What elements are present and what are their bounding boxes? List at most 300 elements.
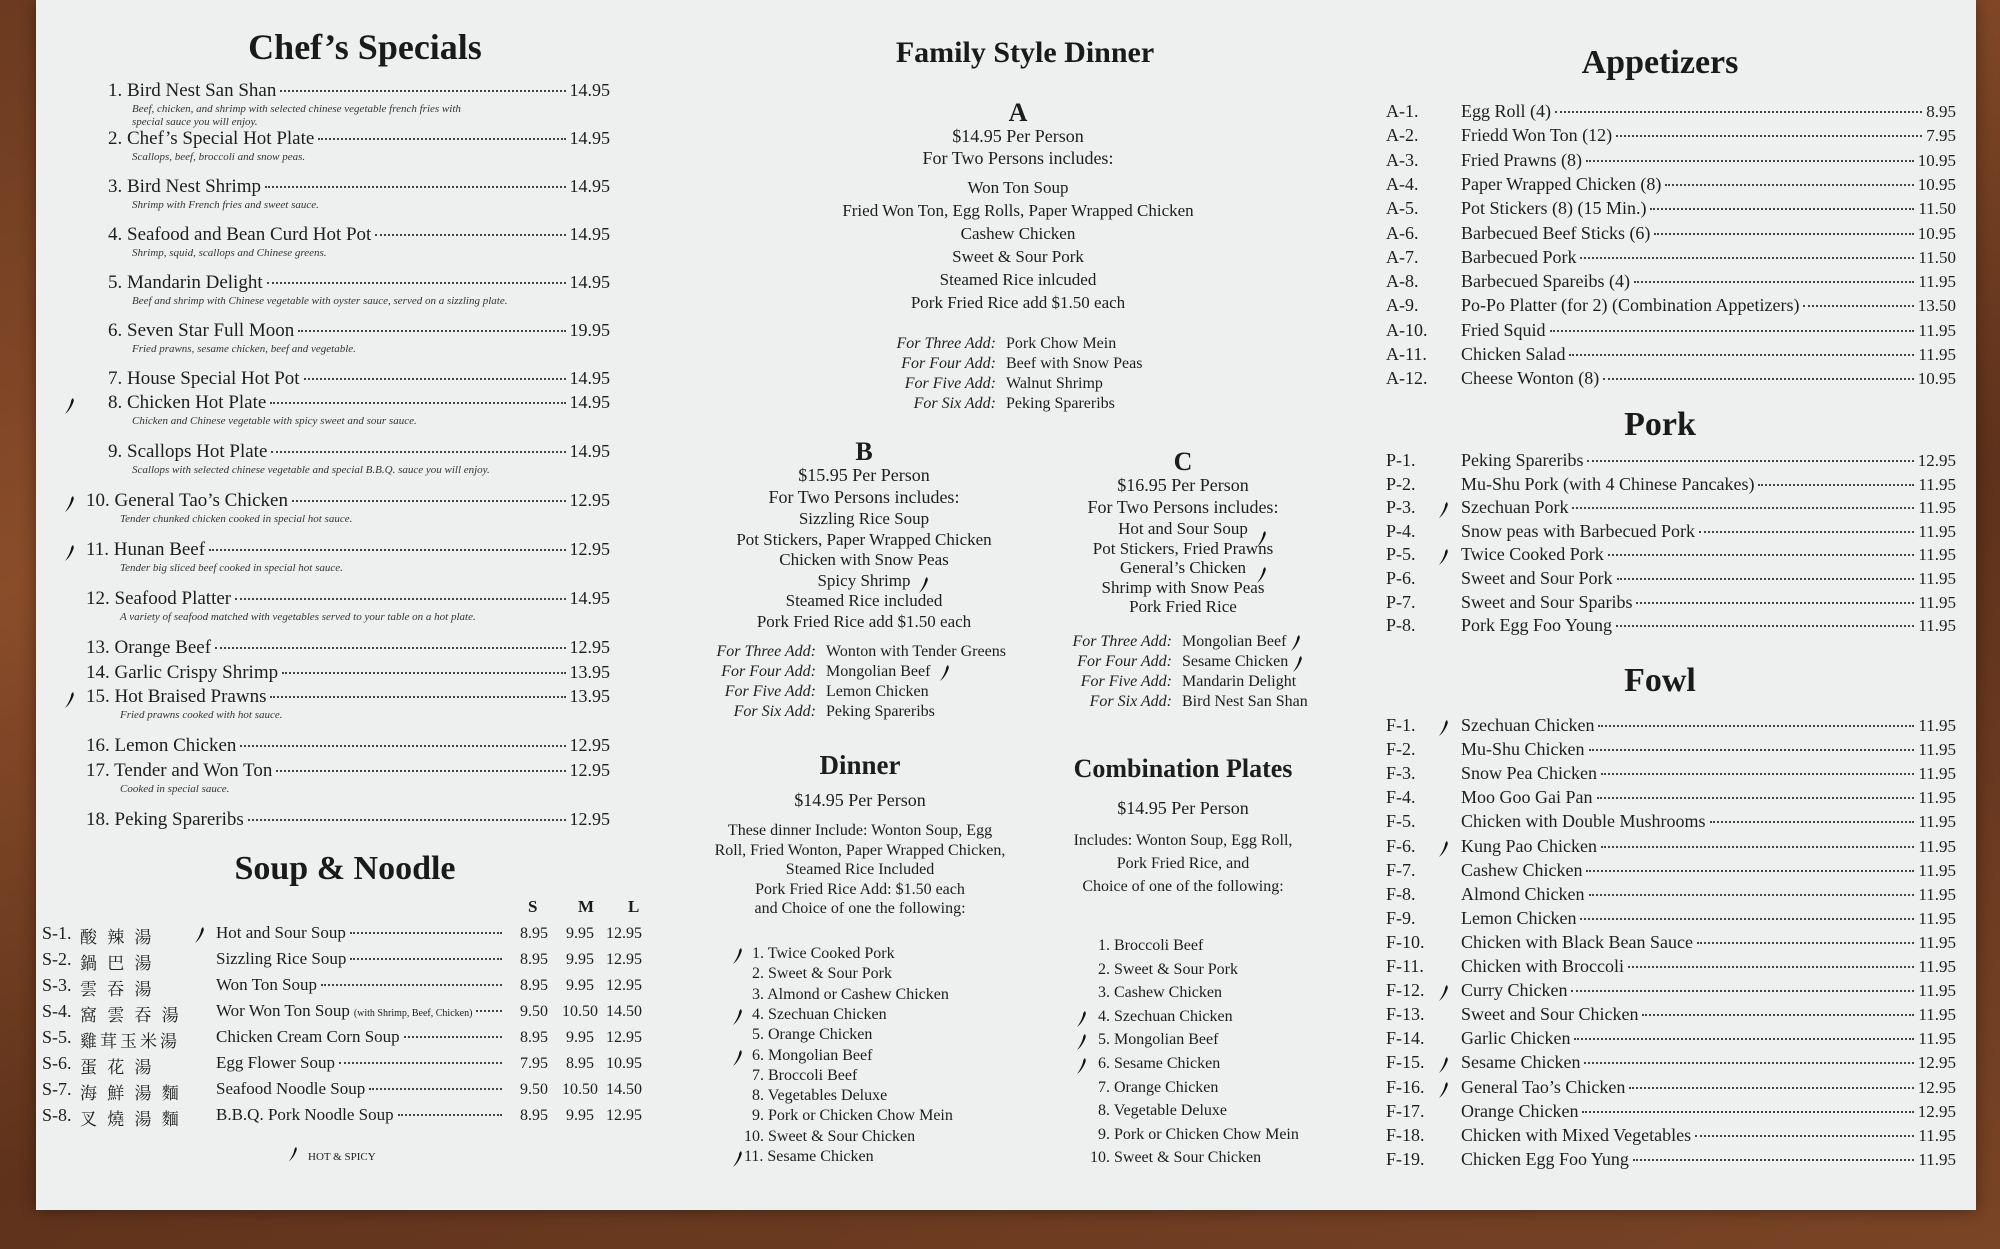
family-a-line: Won Ton Soup bbox=[967, 178, 1069, 197]
item-name: Chicken Cream Corn Soup bbox=[216, 1027, 400, 1046]
soup-price-s: 8.95 bbox=[520, 1107, 548, 1124]
soup-item bbox=[216, 1053, 506, 1073]
item-code: P-1. bbox=[1386, 450, 1416, 470]
item-name: 4. Seafood and Bean Curd Hot Pot bbox=[108, 224, 372, 245]
item-code: A-9. bbox=[1386, 295, 1419, 316]
item-code: P-7. bbox=[1386, 591, 1416, 612]
appetizers-item bbox=[1461, 320, 1956, 341]
chefs-special-item bbox=[108, 128, 610, 150]
add-item: Pork Chow Mein bbox=[1006, 335, 1117, 352]
dinner-choice: 2. Sweet & Sour Pork bbox=[752, 965, 892, 983]
dot-leader bbox=[404, 1036, 502, 1038]
hot-pepper-icon bbox=[194, 926, 206, 944]
family-b-line: Pot Stickers, Paper Wrapped Chicken bbox=[736, 529, 992, 549]
item-name: Won Ton Soup bbox=[216, 975, 318, 994]
dot-leader bbox=[304, 378, 566, 380]
appetizers-item bbox=[1461, 150, 1956, 171]
dot-leader bbox=[1589, 894, 1915, 896]
dinner-choice: 8. Vegetables Deluxe bbox=[752, 1087, 888, 1105]
dinner-choice: 9. Pork or Chicken Chow Mein bbox=[752, 1107, 953, 1125]
item-code: A-7. bbox=[1386, 246, 1419, 267]
appetizers-item bbox=[1461, 344, 1956, 365]
fowl-item bbox=[1461, 836, 1956, 857]
item-name: Egg Flower Soup bbox=[216, 1053, 335, 1072]
item-code: F-13. bbox=[1386, 1004, 1425, 1025]
add-item: Peking Spareribs bbox=[826, 703, 935, 720]
dot-leader bbox=[375, 234, 565, 236]
item-name: Friedd Won Ton (12) bbox=[1461, 125, 1613, 146]
item-code: P-6. bbox=[1386, 568, 1416, 588]
soup-price-m: 9.95 bbox=[566, 951, 594, 968]
item-name: 16. Lemon Chicken bbox=[86, 735, 237, 756]
hot-pepper-icon bbox=[1290, 634, 1302, 652]
dot-leader bbox=[350, 958, 502, 960]
combo-intro-line: Pork Fried Rice, and bbox=[1116, 855, 1250, 872]
add-label: For Three Add: bbox=[896, 335, 996, 352]
dot-leader bbox=[1584, 1062, 1913, 1064]
item-description: Cooked in special sauce. bbox=[120, 783, 230, 795]
dot-leader bbox=[369, 1088, 502, 1090]
item-code: P-8. bbox=[1386, 615, 1416, 636]
family-c-line: Shrimp with Snow Peas bbox=[1101, 577, 1265, 597]
hot-pepper-icon bbox=[732, 1008, 744, 1026]
family-b-line: Chicken with Snow Peas bbox=[779, 550, 949, 569]
add-label: For Six Add: bbox=[1089, 693, 1172, 710]
item-name: 6. Seven Star Full Moon bbox=[108, 320, 295, 341]
item-price: 11.95 bbox=[1918, 836, 1956, 856]
item-name: Snow peas with Barbecued Pork bbox=[1461, 520, 1695, 541]
section-title-soup-noodle: Soup & Noodle bbox=[234, 850, 456, 887]
item-name: B.B.Q. Pork Noodle Soup bbox=[216, 1105, 394, 1124]
menu-sheet bbox=[36, 0, 1976, 1210]
soup-code: S-4. bbox=[42, 1001, 72, 1021]
soup-price-l: 12.95 bbox=[606, 977, 642, 994]
fowl-item bbox=[1461, 980, 1956, 1001]
item-description: Shrimp with French fries and sweet sauce. bbox=[132, 199, 319, 211]
item-code: P-5. bbox=[1386, 544, 1416, 565]
soup-item bbox=[216, 1027, 506, 1047]
item-code: F-8. bbox=[1386, 883, 1416, 904]
item-name: Sweet and Sour Sparibs bbox=[1461, 591, 1633, 612]
family-a-line: Sweet & Sour Pork bbox=[952, 247, 1084, 266]
item-price: 11.95 bbox=[1918, 569, 1956, 588]
dot-leader bbox=[1633, 1159, 1915, 1161]
item-name: 2. Chef’s Special Hot Plate bbox=[108, 128, 315, 149]
hot-pepper-icon bbox=[1256, 566, 1268, 584]
item-name: Barbecued Beef Sticks (6) bbox=[1461, 222, 1651, 243]
dot-leader bbox=[1571, 990, 1914, 992]
dot-leader bbox=[321, 984, 502, 986]
item-code: F-7. bbox=[1386, 859, 1416, 880]
combo-choice: 2. Sweet & Sour Pork bbox=[1098, 960, 1238, 978]
add-label: For Five Add: bbox=[1080, 673, 1172, 690]
soup-price-l: 14.50 bbox=[606, 1081, 642, 1098]
soup-chinese-name: 叉 燒 湯 麵 bbox=[80, 1110, 182, 1129]
item-price: 11.50 bbox=[1918, 247, 1956, 267]
item-code: A-6. bbox=[1386, 222, 1419, 243]
dot-leader bbox=[1758, 484, 1914, 486]
soup-price-l: 14.50 bbox=[606, 1003, 642, 1020]
family-b-letter: B bbox=[855, 437, 873, 466]
dot-leader bbox=[1587, 460, 1913, 462]
add-item: Sesame Chicken bbox=[1182, 653, 1289, 670]
dot-leader bbox=[1598, 725, 1914, 727]
dot-leader bbox=[1550, 330, 1915, 332]
dinner-intro-line: Pork Fried Rice Add: $1.50 each bbox=[755, 880, 965, 898]
item-price: 12.95 bbox=[569, 637, 610, 657]
add-label: For Six Add: bbox=[913, 395, 996, 412]
soup-item bbox=[216, 1001, 506, 1021]
appetizers-item bbox=[1461, 174, 1956, 195]
section-title-combination-plates: Combination Plates bbox=[1073, 754, 1293, 783]
section-title-chefs-specials: Chef’s Specials bbox=[248, 27, 482, 67]
soup-item bbox=[216, 1079, 506, 1099]
add-item: Bird Nest San Shan bbox=[1182, 693, 1308, 710]
combo-choice: 5. Mongolian Beef bbox=[1098, 1031, 1219, 1049]
section-title-appetizers: Appetizers bbox=[1581, 44, 1739, 81]
family-c-line: Pork Fried Rice bbox=[1129, 597, 1237, 616]
family-b-line: Sizzling Rice Soup bbox=[798, 509, 930, 528]
family-a-line: Steamed Rice inlcuded bbox=[939, 270, 1097, 289]
item-name: Cashew Chicken bbox=[1461, 859, 1583, 880]
item-name: Sweet and Sour Pork bbox=[1461, 568, 1613, 588]
item-code: F-14. bbox=[1386, 1028, 1425, 1049]
dot-leader bbox=[1650, 208, 1914, 210]
item-code: F-10. bbox=[1386, 931, 1425, 952]
item-code: F-16. bbox=[1386, 1076, 1425, 1097]
add-label: For Three Add: bbox=[1072, 633, 1172, 650]
item-price: 14.95 bbox=[569, 128, 610, 148]
combo-choice: 6. Sesame Chicken bbox=[1098, 1055, 1221, 1072]
dot-leader bbox=[398, 1114, 502, 1116]
soup-price-s: 7.95 bbox=[520, 1055, 548, 1072]
item-name: 13. Orange Beef bbox=[86, 637, 212, 658]
section-title-family-style: Family Style Dinner bbox=[895, 36, 1155, 69]
add-item: Mongolian Beef bbox=[1182, 633, 1287, 650]
combo-choice: 10. Sweet & Sour Chicken bbox=[1090, 1149, 1262, 1167]
fowl-item bbox=[1461, 739, 1956, 760]
combo-choice: 3. Cashew Chicken bbox=[1098, 984, 1222, 1002]
add-label: For Three Add: bbox=[716, 643, 816, 660]
item-code: F-11. bbox=[1386, 956, 1424, 976]
item-note: (with Shrimp, Beef, Chicken) bbox=[353, 1008, 473, 1019]
hot-pepper-icon bbox=[1076, 1033, 1088, 1051]
item-price: 14.95 bbox=[569, 176, 610, 196]
dot-leader bbox=[292, 500, 566, 502]
item-price: 12.95 bbox=[569, 809, 610, 829]
soup-price-s: 8.95 bbox=[520, 1029, 548, 1046]
appetizers-item bbox=[1461, 295, 1956, 316]
item-price: 11.95 bbox=[1918, 1149, 1956, 1169]
item-name: 8. Chicken Hot Plate bbox=[108, 392, 267, 413]
item-price: 12.95 bbox=[1917, 1053, 1956, 1073]
item-price: 11.95 bbox=[1918, 740, 1956, 760]
dot-leader bbox=[339, 1062, 502, 1064]
hot-pepper-icon bbox=[918, 576, 930, 594]
dot-leader bbox=[318, 138, 565, 140]
item-price: 11.95 bbox=[1918, 716, 1956, 735]
item-price: 7.95 bbox=[1926, 126, 1956, 146]
item-price: 14.95 bbox=[569, 588, 610, 608]
item-name: Chicken with Mixed Vegetables bbox=[1461, 1124, 1692, 1145]
soup-price-s: 9.50 bbox=[520, 1003, 548, 1020]
combo-intro-line: Choice of one of the following: bbox=[1082, 878, 1284, 895]
add-label: For Four Add: bbox=[721, 663, 816, 680]
item-name: Sweet and Sour Chicken bbox=[1461, 1004, 1639, 1025]
combo-choice: 9. Pork or Chicken Chow Mein bbox=[1098, 1125, 1299, 1143]
item-name: Peking Spareribs bbox=[1461, 450, 1584, 470]
item-price: 10.95 bbox=[1917, 223, 1956, 243]
item-code: A-12. bbox=[1386, 368, 1428, 389]
item-name: Mu-Shu Chicken bbox=[1461, 739, 1585, 760]
soup-code: S-6. bbox=[42, 1053, 72, 1073]
item-price: 11.95 bbox=[1918, 1005, 1956, 1025]
hot-pepper-icon bbox=[64, 544, 76, 562]
chefs-special-item bbox=[86, 809, 610, 831]
pork-item bbox=[1461, 592, 1956, 613]
dot-leader bbox=[1642, 1014, 1914, 1016]
fowl-item bbox=[1461, 1004, 1956, 1025]
soup-chinese-name: 窩 雲 吞 湯 bbox=[80, 1006, 182, 1025]
size-header: L bbox=[628, 897, 640, 916]
item-code: F-9. bbox=[1386, 907, 1416, 928]
soup-price-s: 9.50 bbox=[520, 1081, 548, 1098]
dot-leader bbox=[1636, 602, 1914, 604]
item-price: 12.95 bbox=[569, 735, 610, 755]
add-item: Wonton with Tender Greens bbox=[826, 643, 1006, 660]
dinner-intro-line: Roll, Fried Wonton, Paper Wrapped Chicken, bbox=[714, 841, 1006, 859]
family-c-line: Hot and Sour Soup bbox=[1118, 519, 1248, 538]
item-name: 5. Mandarin Delight bbox=[108, 272, 263, 293]
item-price: 19.95 bbox=[569, 320, 610, 340]
item-code: A-8. bbox=[1386, 271, 1419, 292]
soup-price-m: 8.95 bbox=[566, 1055, 594, 1072]
item-price: 11.95 bbox=[1918, 1029, 1956, 1049]
item-code: A-1. bbox=[1386, 101, 1419, 121]
item-code: F-19. bbox=[1386, 1148, 1425, 1169]
item-code: F-2. bbox=[1386, 739, 1416, 760]
fowl-item bbox=[1461, 1149, 1956, 1170]
dinner-intro-line: These dinner Include: Wonton Soup, Egg bbox=[727, 822, 993, 839]
item-name: 11. Hunan Beef bbox=[86, 539, 206, 560]
item-price: 11.95 bbox=[1918, 1125, 1956, 1145]
dot-leader bbox=[298, 330, 565, 332]
item-name: Orange Chicken bbox=[1461, 1100, 1579, 1121]
family-a-intro: For Two Persons includes: bbox=[922, 148, 1114, 168]
item-name: 18. Peking Spareribs bbox=[86, 809, 244, 830]
item-description: Scallops, beef, broccoli and snow peas. bbox=[132, 151, 306, 163]
dot-leader bbox=[476, 1010, 502, 1012]
appetizers-item bbox=[1461, 101, 1956, 122]
dot-leader bbox=[1601, 773, 1914, 775]
hot-pepper-icon bbox=[732, 1049, 744, 1067]
item-description: Scallops with selected chinese vegetable and special B.B.Q. sauce you will enjoy. bbox=[132, 464, 490, 476]
soup-code: S-5. bbox=[42, 1027, 72, 1047]
item-name: Egg Roll (4) bbox=[1461, 101, 1551, 121]
item-price: 14.95 bbox=[569, 392, 610, 412]
hot-pepper-icon bbox=[64, 691, 76, 709]
item-name: 1. Bird Nest San Shan bbox=[108, 80, 277, 101]
soup-price-s: 8.95 bbox=[520, 977, 548, 994]
dinner-choice: 7. Broccoli Beef bbox=[752, 1066, 858, 1084]
add-label: For Five Add: bbox=[724, 683, 816, 700]
item-name: Fried Squid bbox=[1461, 319, 1546, 340]
combo-choice: 7. Orange Chicken bbox=[1098, 1078, 1219, 1096]
family-c-line: Pot Stickers, Fried Prawns bbox=[1092, 538, 1274, 558]
item-name: Curry Chicken bbox=[1461, 980, 1568, 1001]
item-name: Kung Pao Chicken bbox=[1461, 835, 1597, 856]
item-code: P-3. bbox=[1386, 497, 1416, 518]
item-name: Fried Prawns (8) bbox=[1461, 149, 1582, 170]
pork-item bbox=[1461, 568, 1956, 589]
item-price: 11.95 bbox=[1918, 788, 1956, 808]
dot-leader bbox=[1699, 531, 1914, 533]
dot-leader bbox=[1695, 1135, 1914, 1137]
item-name: 7. House Special Hot Pot bbox=[108, 368, 300, 389]
soup-chinese-name: 海 鮮 湯 麵 bbox=[80, 1084, 182, 1103]
item-code: F-6. bbox=[1386, 835, 1416, 856]
item-code: F-5. bbox=[1386, 811, 1416, 832]
dot-leader bbox=[1710, 821, 1915, 823]
item-price: 11.95 bbox=[1918, 272, 1956, 292]
chefs-special-item bbox=[108, 224, 610, 246]
item-code: A-2. bbox=[1386, 125, 1419, 146]
add-item: Mandarin Delight bbox=[1182, 673, 1297, 690]
dot-leader bbox=[209, 549, 565, 551]
soup-chinese-name: 蛋 花 湯 bbox=[80, 1058, 155, 1077]
item-name: 12. Seafood Platter bbox=[86, 588, 232, 609]
item-name: Chicken with Double Mushrooms bbox=[1461, 811, 1706, 832]
dinner-choice: 1. Twice Cooked Pork bbox=[752, 945, 895, 962]
combo-choice: 4. Szechuan Chicken bbox=[1098, 1007, 1233, 1025]
chefs-special-item bbox=[108, 272, 610, 294]
dot-leader bbox=[270, 696, 565, 698]
item-code: P-4. bbox=[1386, 520, 1416, 541]
dot-leader bbox=[1697, 942, 1914, 944]
dot-leader bbox=[1580, 918, 1914, 920]
item-price: 12.95 bbox=[569, 490, 610, 510]
item-description: Beef and shrimp with Chinese vegetable with oyster sauce, served on a sizzling plate. bbox=[132, 295, 508, 307]
add-label: For Six Add: bbox=[733, 703, 816, 720]
family-b-line: Pork Fried Rice add $1.50 each bbox=[756, 611, 972, 631]
dot-leader bbox=[1616, 625, 1914, 627]
item-name: Chicken with Black Bean Sauce bbox=[1461, 931, 1693, 952]
dinner-choice: 4. Szechuan Chicken bbox=[752, 1005, 887, 1023]
soup-item bbox=[216, 923, 506, 943]
add-item: Beef with Snow Peas bbox=[1006, 355, 1143, 372]
item-name: 17. Tender and Won Ton bbox=[86, 760, 273, 781]
dot-leader bbox=[271, 451, 565, 453]
dot-leader bbox=[1601, 846, 1914, 848]
chefs-special-item bbox=[108, 441, 610, 463]
family-b-price: $15.95 Per Person bbox=[798, 465, 930, 485]
family-a-line: Fried Won Ton, Egg Rolls, Paper Wrapped Chicken bbox=[842, 201, 1194, 220]
item-name: Mu-Shu Pork (with 4 Chinese Pancakes) bbox=[1461, 473, 1755, 494]
dot-leader bbox=[282, 672, 565, 674]
hot-pepper-icon bbox=[1292, 655, 1304, 673]
chefs-special-item bbox=[86, 760, 610, 782]
item-price: 14.95 bbox=[569, 272, 610, 292]
soup-price-s: 8.95 bbox=[520, 925, 548, 942]
pork-item bbox=[1461, 615, 1956, 636]
appetizers-item bbox=[1461, 223, 1956, 244]
section-title-dinner: Dinner bbox=[819, 750, 901, 780]
dot-leader bbox=[215, 647, 565, 649]
item-price: 11.95 bbox=[1918, 616, 1956, 636]
item-name: 10. General Tao’s Chicken bbox=[86, 490, 288, 511]
hot-pepper-icon bbox=[1256, 530, 1268, 548]
item-name: Pot Stickers (8) (15 Min.) bbox=[1461, 198, 1647, 219]
size-header: M bbox=[578, 897, 595, 916]
family-a-line: Pork Fried Rice add $1.50 each bbox=[910, 293, 1126, 312]
dinner-intro-line: Steamed Rice Included bbox=[785, 861, 935, 878]
fowl-item bbox=[1461, 1101, 1956, 1122]
add-item: Mongolian Beef bbox=[826, 663, 931, 680]
pork-item bbox=[1461, 521, 1956, 542]
appetizers-item bbox=[1461, 125, 1956, 146]
chefs-special-item bbox=[86, 637, 610, 659]
fowl-item bbox=[1461, 715, 1956, 736]
soup-price-l: 12.95 bbox=[606, 1107, 642, 1124]
dot-leader bbox=[267, 282, 566, 284]
soup-price-m: 9.95 bbox=[566, 925, 594, 942]
family-b-line: Spicy Shrimp bbox=[817, 570, 911, 590]
chefs-special-item bbox=[86, 490, 610, 512]
item-code: A-3. bbox=[1386, 149, 1419, 170]
family-a-price: $14.95 Per Person bbox=[952, 126, 1084, 146]
item-name: Moo Goo Gai Pan bbox=[1461, 787, 1593, 808]
soup-price-l: 12.95 bbox=[606, 951, 642, 968]
item-name: Paper Wrapped Chicken (8) bbox=[1461, 173, 1662, 194]
pork-item bbox=[1461, 544, 1956, 565]
item-code: F-18. bbox=[1386, 1124, 1425, 1145]
hot-pepper-icon bbox=[732, 1150, 744, 1168]
dot-leader bbox=[1629, 1087, 1913, 1089]
item-name: Twice Cooked Pork bbox=[1461, 544, 1604, 565]
fowl-item bbox=[1461, 787, 1956, 808]
add-item: Peking Spareribs bbox=[1006, 395, 1115, 412]
item-name: Snow Pea Chicken bbox=[1461, 763, 1597, 784]
item-code: A-5. bbox=[1386, 198, 1419, 219]
item-price: 11.95 bbox=[1918, 884, 1956, 904]
dot-leader bbox=[1574, 1038, 1914, 1040]
dot-leader bbox=[280, 90, 565, 92]
item-description: Shrimp, squid, scallops and Chinese greens. bbox=[132, 247, 327, 259]
item-price: 13.95 bbox=[569, 686, 610, 706]
item-name: Pork Egg Foo Young bbox=[1461, 615, 1613, 636]
item-price: 11.95 bbox=[1918, 764, 1956, 784]
dot-leader bbox=[265, 186, 565, 188]
item-description: Tender big sliced beef cooked in special hot sauce. bbox=[120, 562, 343, 574]
fowl-item bbox=[1461, 1028, 1956, 1049]
soup-code: S-8. bbox=[42, 1105, 72, 1125]
fowl-item bbox=[1461, 908, 1956, 929]
item-name: Almond Chicken bbox=[1461, 883, 1585, 904]
family-c-intro: For Two Persons includes: bbox=[1087, 497, 1279, 517]
chefs-special-item bbox=[86, 662, 610, 684]
item-price: 11.95 bbox=[1918, 908, 1956, 928]
item-price: 10.95 bbox=[1917, 150, 1956, 170]
item-name: Sizzling Rice Soup bbox=[216, 949, 347, 968]
item-code: A-11. bbox=[1386, 344, 1427, 364]
item-price: 11.95 bbox=[1918, 860, 1956, 880]
item-price: 8.95 bbox=[1926, 102, 1956, 121]
fowl-item bbox=[1461, 763, 1956, 784]
item-name: Chicken with Broccoli bbox=[1461, 956, 1624, 976]
dot-leader bbox=[1617, 578, 1915, 580]
item-code: A-4. bbox=[1386, 173, 1419, 194]
soup-item bbox=[216, 949, 506, 969]
